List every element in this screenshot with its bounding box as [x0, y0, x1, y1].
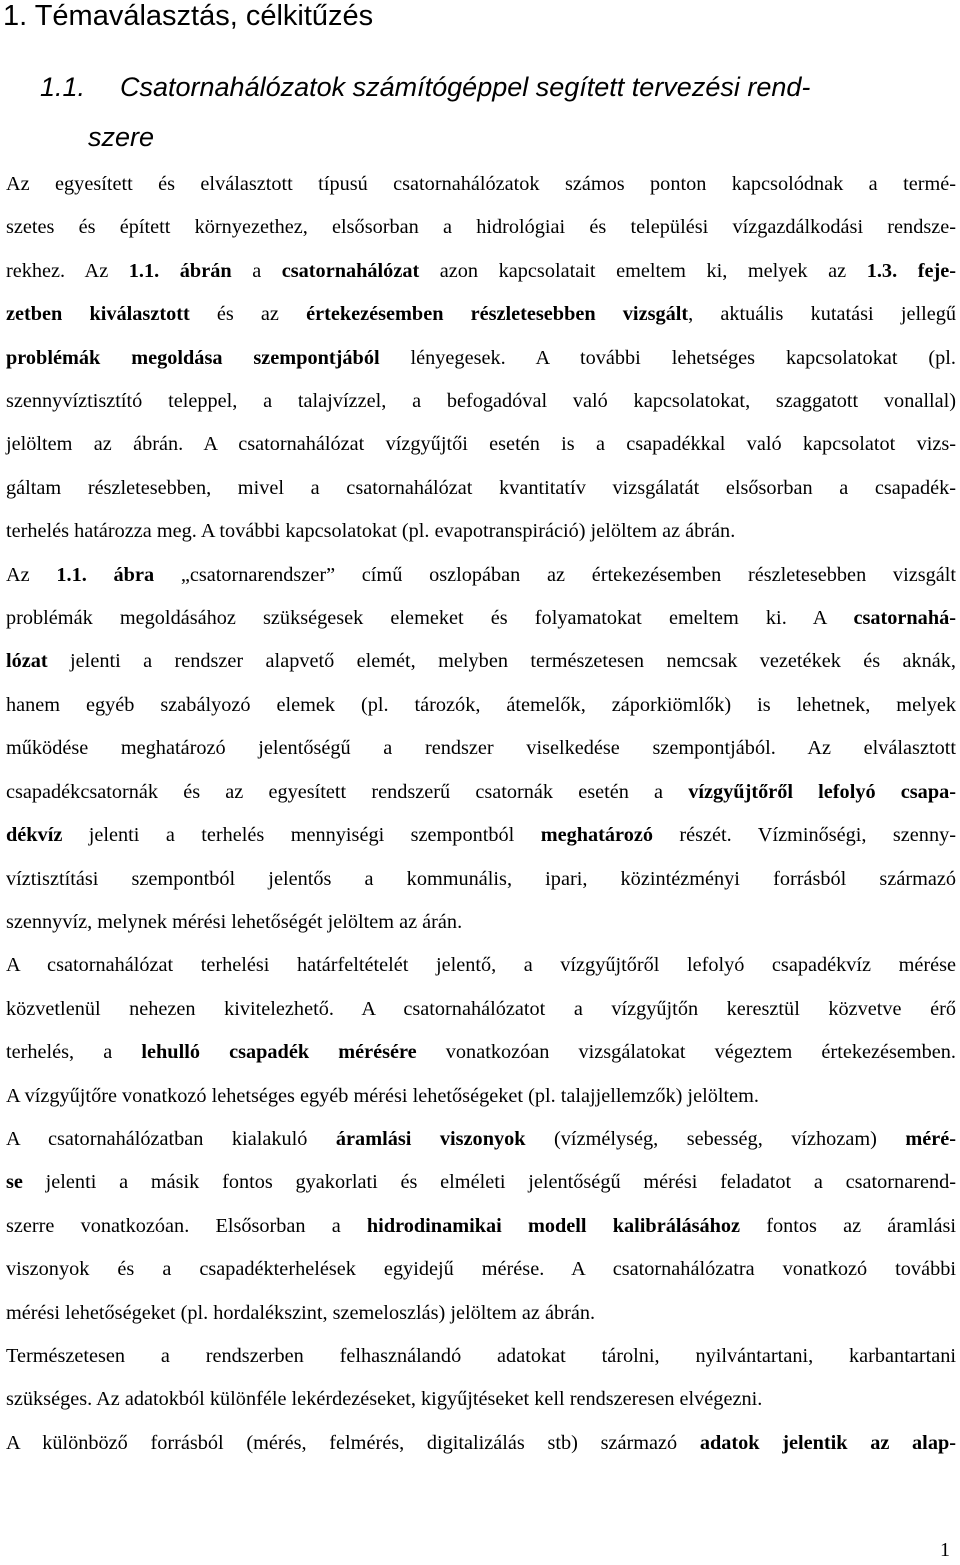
bold-text: csatornahá-	[853, 607, 956, 630]
text-run: gáltam részletesebben, mivel a csatornahálózat kvantitatív vizsgálatát elsősorban a csapadék-	[6, 476, 956, 499]
bold-text: lehulló csapadék mérésére	[141, 1041, 417, 1064]
bold-text: lózat	[6, 650, 48, 673]
text-line	[6, 206, 956, 249]
section-title-line-1: Csatornahálózatok számítógéppel segített tervezési rend-	[120, 72, 811, 102]
text-line	[6, 1118, 956, 1161]
text-run: mérési lehetőségeket (pl. hordalékszint, szemeloszlás) jelöltem az ábrán.	[6, 1301, 596, 1324]
section-heading	[40, 62, 960, 162]
text-line	[6, 554, 956, 597]
body-text	[6, 163, 956, 1465]
bold-text: meghatározó	[540, 824, 653, 847]
text-run: A csatornahálózat terhelési határfeltételét jelentő, a vízgyűjtőről lefolyó csapadékvíz mérése	[6, 954, 956, 977]
text-line	[6, 1378, 956, 1421]
text-line	[6, 988, 956, 1031]
text-run: közvetlenül nehezen kivitelezhető. A csatornahálózatot a vízgyűjtőn keresztül közvetve érő	[6, 997, 956, 1020]
text-run: jelöltem az ábrán. A csatornahálózat vízgyűjtői esetén is a csapadékkal való kapcsolatot vizs-	[6, 433, 956, 456]
text-run: szennyvíz, melynek mérési lehetőségét jelöltem az árán.	[6, 910, 463, 933]
text-run: Az egyesített és elválasztott típusú csatornahálózatok számos ponton kapcsolódnak a termé-	[6, 173, 956, 195]
text-run: szükséges. Az adatokból különféle lekérdezéseket, kigyűjtéseket kell rendszeresen elvégezni.	[6, 1388, 763, 1411]
text-run: terhelés, a	[6, 1041, 142, 1064]
text-run: részét. Vízminőségi, szenny-	[652, 824, 956, 847]
text-run: (vízmélység, sebesség, vízhozam)	[525, 1127, 906, 1150]
text-line	[6, 163, 956, 206]
text-run: problémák megoldásához szükségesek elemeket és folyamatokat emeltem ki. A	[6, 607, 854, 630]
text-line	[6, 380, 956, 423]
section-number: 1.1.	[40, 72, 86, 102]
text-line	[6, 337, 956, 380]
text-line	[6, 727, 956, 770]
text-line	[6, 684, 956, 727]
text-line	[6, 510, 956, 553]
text-run: szerre vonatkozóan. Elsősorban a	[6, 1214, 367, 1237]
bold-text: hidrodinamikai modell kalibrálásához	[366, 1214, 741, 1237]
text-run: jelenti a terhelés mennyiségi szempontból	[62, 824, 541, 847]
text-line	[6, 1422, 956, 1465]
text-line	[6, 814, 956, 857]
text-line	[6, 467, 956, 510]
text-run: A csatornahálózatban kialakuló	[6, 1127, 336, 1150]
section-title-line-2: szere	[88, 122, 155, 152]
bold-text: adatok jelentik az alap-	[699, 1431, 956, 1454]
text-run: Az	[6, 563, 57, 586]
text-run: és az	[189, 303, 307, 326]
text-line	[6, 858, 956, 901]
chapter-heading: 1. Témaválasztás, célkitűzés	[3, 0, 374, 32]
text-run: szetes és épített környezethez, elsősorban a hidrológiai és települési vízgazdálkodási rendsze-	[6, 216, 956, 239]
text-run: működése meghatározó jelentőségű a rendszer viselkedése szempontjából. Az elválasztott	[6, 737, 956, 760]
text-run: vonatkozóan vizsgálatokat végeztem értekezésemben.	[416, 1041, 956, 1064]
bold-text: dékvíz	[6, 824, 63, 847]
text-run: jelenti a rendszer alapvető elemét, melyben természetesen nemcsak vezetékek és aknák,	[47, 650, 956, 673]
text-line	[6, 944, 956, 987]
bold-text: 1.1. ábra	[56, 563, 155, 586]
text-line	[6, 1031, 956, 1074]
text-line	[6, 423, 956, 466]
bold-text: értekezésemben részletesebben vizsgált	[306, 303, 689, 326]
text-line	[6, 1248, 956, 1291]
text-line	[6, 1335, 956, 1378]
text-run: szennyvíztisztító teleppel, a talajvízzel, a befogadóval való kapcsolatokat, szaggatott vonallal)	[6, 390, 956, 413]
bold-text: se	[6, 1171, 23, 1194]
text-line	[6, 640, 956, 683]
bold-text: áramlási viszonyok	[335, 1127, 526, 1150]
bold-text: vízgyűjtőről lefolyó csapa-	[688, 780, 956, 803]
page-number: 1	[940, 1539, 950, 1561]
text-run: jelenti a másik fontos gyakorlati és elméleti jelentőségű mérési feladatot a csatornarend-	[22, 1171, 956, 1194]
bold-text: csatornahálózat	[281, 259, 420, 282]
text-run: a	[231, 259, 282, 282]
text-line	[6, 771, 956, 814]
text-run: lényegesek. A további lehetséges kapcsolatokat (pl.	[379, 346, 956, 369]
text-line	[6, 250, 956, 293]
bold-text: problémák megoldása szempontjából	[6, 346, 380, 369]
text-run: víztisztítási szempontból jelentős a kommunális, ipari, közintézményi forrásból származó	[6, 867, 956, 890]
text-line	[6, 901, 956, 944]
text-run: rekhez. Az	[6, 259, 129, 282]
text-run: A vízgyűjtőre vonatkozó lehetséges egyéb mérési lehetőségeket (pl. talajjellemzők) jelöltem.	[6, 1084, 759, 1107]
text-line	[6, 293, 956, 336]
text-line	[6, 597, 956, 640]
text-run: , aktuális kutatási jellegű	[688, 303, 957, 326]
text-run: A különböző forrásból (mérés, felmérés, digitalizálás stb) származó	[6, 1431, 700, 1454]
bold-text: méré-	[905, 1127, 957, 1150]
bold-text: 1.1. ábrán	[128, 259, 232, 282]
text-run: viszonyok és a csapadékterhelések egyidejű mérése. A csatornahálózatra vonatkozó további	[6, 1258, 956, 1281]
text-line	[6, 1292, 956, 1335]
text-run: azon kapcsolatait emeltem ki, melyek az	[419, 259, 867, 282]
text-run: fontos az áramlási	[740, 1214, 956, 1237]
text-line	[6, 1205, 956, 1248]
text-run: „csatornarendszer” című oszlopában az értekezésemben részletesebben vizsgált	[154, 563, 957, 586]
text-run: csapadékcsatornák és az egyesített rendszerű csatornák esetén a	[6, 780, 689, 803]
bold-text: 1.3. feje-	[866, 259, 956, 282]
text-run: Természetesen a rendszerben felhasználandó adatokat tárolni, nyilvántartani, karbantartani	[6, 1344, 956, 1367]
text-run: hanem egyéb szabályozó elemek (pl. tározók, átemelők, záporkiömlők) is lehetnek, melyek	[6, 693, 956, 716]
text-line	[6, 1161, 956, 1204]
text-run: terhelés határozza meg. A további kapcsolatokat (pl. evapotranspiráció) jelöltem az ábrán.	[6, 520, 736, 543]
text-line	[6, 1075, 956, 1118]
bold-text: zetben kiválasztott	[6, 303, 190, 326]
